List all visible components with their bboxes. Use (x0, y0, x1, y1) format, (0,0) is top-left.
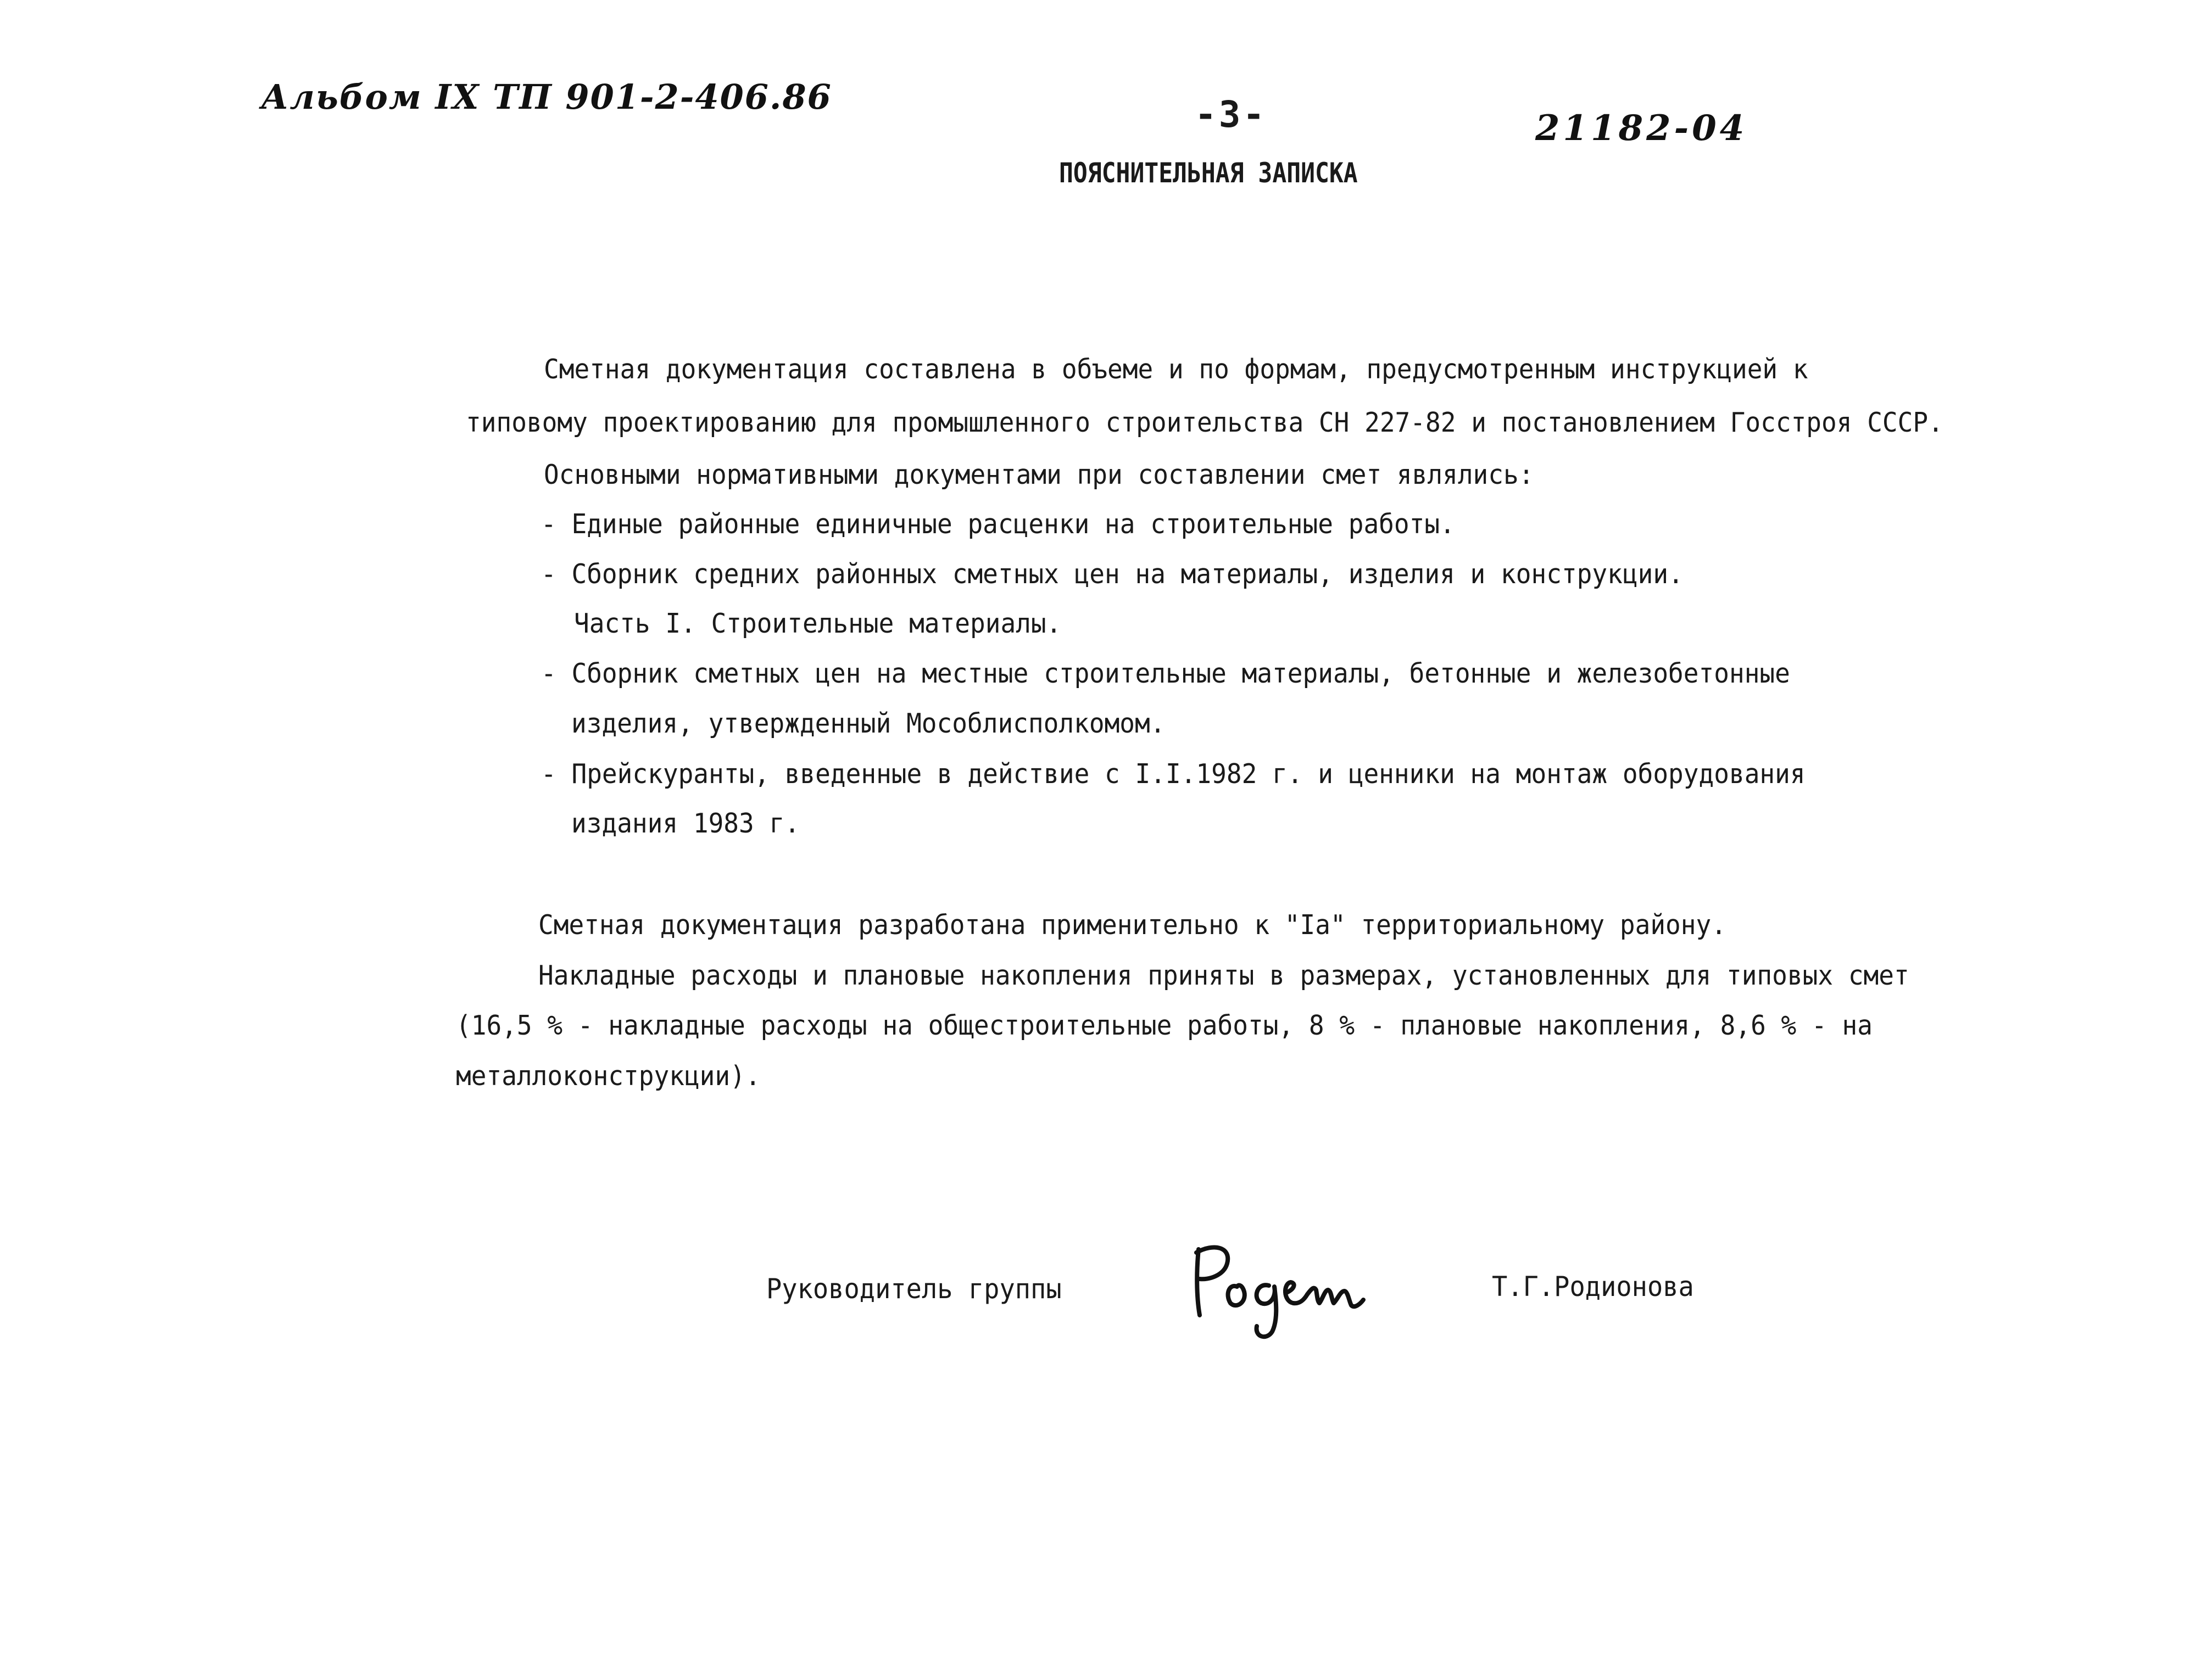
paragraph-line: Основными нормативными документами при составлении смет являлись: (544, 459, 1534, 490)
list-item-continuation: Часть I. Строительные материалы. (574, 608, 1062, 639)
album-reference: Альбом IX ТП 901-2-406.86 (261, 77, 832, 117)
paragraph-line: Сметная документация разработана применительно к "Iа" территориальному району. (538, 909, 1726, 941)
list-item-continuation: издания 1983 г. (571, 808, 800, 839)
paragraph-line: металлоконструкции). (456, 1060, 761, 1092)
signatory-name: Т.Г.Родионова (1492, 1271, 1694, 1303)
page-title: ПОЯСНИТЕЛЬНАЯ ЗАПИСКА (1059, 157, 1358, 189)
paragraph-line: типовому проектированию для промышленного строительства СН 227-82 и постановлением Госстроя СССР. (466, 407, 1943, 438)
list-item: - Единые районные единичные расценки на строительные работы. (541, 509, 1455, 540)
list-item: - Сборник средних районных сметных цен на материалы, изделия и конструкции. (541, 558, 1684, 590)
list-item-continuation: изделия, утвержденный Мособлисполкомом. (571, 708, 1166, 739)
page-number: -3- (1195, 93, 1267, 136)
paragraph-line: (16,5 % - накладные расходы на общестроительные работы, 8 % - плановые накопления, 8,6 % - на (456, 1010, 1873, 1041)
paragraph-line: Сметная документация составлена в объеме и по формам, предусмотренным инструкцией к (544, 354, 1808, 385)
document-number: 21182-04 (1535, 108, 1748, 149)
list-item: - Сборник сметных цен на местные строительные материалы, бетонные и железобетонные (541, 658, 1790, 689)
list-item: - Прейскуранты, введенные в действие с I.I.1982 г. и ценники на монтаж оборудования (541, 758, 1806, 790)
signature-role: Руководитель группы (766, 1273, 1062, 1305)
paragraph-line: Накладные расходы и плановые накопления приняты в размерах, установленных для типовых смет (538, 960, 1909, 991)
handwritten-signature (1186, 1233, 1368, 1345)
